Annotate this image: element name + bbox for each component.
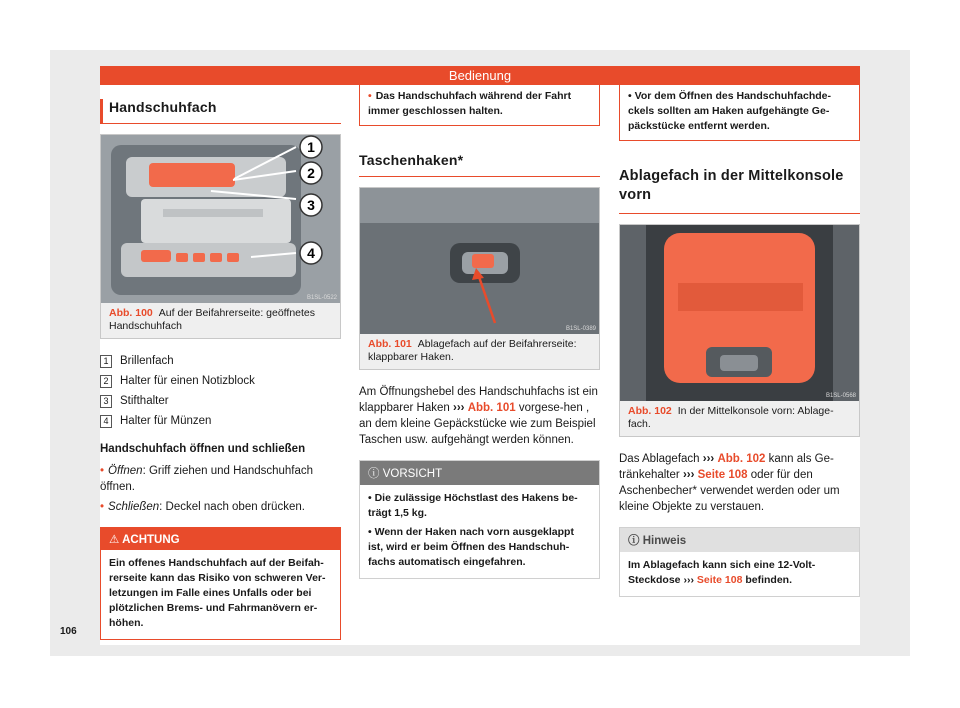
figure-102 — [619, 224, 860, 437]
figure-label: Abb. 101 — [368, 338, 412, 350]
image-code: B1SL-0568 — [825, 393, 856, 399]
continued-note: • Vor dem Öffnen des Handschuhfachde-ckels sollten am Haken aufgehängte Ge-päckstücke entfernt werden. — [619, 85, 860, 141]
console-photo — [620, 225, 859, 401]
caution-body — [360, 485, 599, 578]
list-item — [100, 411, 341, 431]
open-close-subheading: Handschuhfach öffnen und schließen — [100, 443, 306, 455]
section-banner: Bedienung — [100, 66, 860, 85]
figure-caption — [101, 303, 340, 338]
console-paragraph — [619, 451, 860, 515]
step-text: : Deckel nach oben drücken. — [159, 501, 305, 513]
list-item — [100, 371, 341, 391]
figure-link[interactable]: Abb. 101 — [467, 402, 516, 414]
legend-text: Stifthalter — [120, 395, 169, 407]
figure-caption-text: Auf der Beifahrerseite: geöffnetes Handschuhfach — [109, 307, 316, 332]
callout-1: 1 — [307, 139, 315, 155]
legend-text: Halter für Münzen — [120, 415, 212, 427]
legend-text: Halter für einen Notizblock — [120, 375, 255, 387]
hook-paragraph — [359, 384, 600, 448]
column-1 — [100, 99, 341, 640]
figure-label: Abb. 100 — [109, 307, 153, 319]
hook-heading: Taschenhaken* — [359, 152, 600, 177]
figure-label: Abb. 102 — [628, 405, 672, 417]
paragraph-text: vorgese-hen , an dem kleine Gepäckstücke wie zum Beispiel Taschen usw. aufgehängt werden können. — [359, 402, 596, 446]
paragraph-text: oder für den Aschenbecher* verwendet werden oder um kleine Objekte zu verstauen. — [619, 469, 840, 513]
column-3 — [619, 85, 860, 597]
callout-4: 4 — [307, 245, 315, 261]
warning-text: Ein offenes Handschuhfach auf der Beifah-rerseite kann das Risiko von schweren Ver-letzungen im Falle eines Unfalls oder bei plötzlichen Brems- und Fahrmanövern er-höhen. — [109, 557, 326, 629]
figure-link[interactable]: Abb. 102 — [717, 453, 766, 465]
caution-item: Wenn der Haken nach vorn ausgeklappt ist, wird er beim Öffnen des Handschuh-fachs automatisch eingefahren. — [368, 526, 574, 568]
step-term: Schließen — [108, 501, 160, 513]
hint-text: Im Ablagefach kann sich eine 12-Volt-Steckdose — [628, 559, 816, 586]
list-item — [100, 351, 341, 371]
hint-body — [620, 552, 859, 596]
warning-header — [101, 528, 340, 550]
figure-100 — [100, 134, 341, 339]
warning-box — [100, 527, 341, 640]
legend-number: 3 — [100, 395, 112, 408]
legend-number: 2 — [100, 375, 112, 388]
warning-icon: ⚠ — [109, 534, 123, 546]
figure-101 — [359, 187, 600, 370]
callout-2: 2 — [307, 165, 315, 181]
ref-arrow: ››› — [683, 574, 694, 586]
info-icon: ⓘ — [628, 535, 643, 547]
page-content — [100, 85, 860, 645]
ref-arrow: ››› — [452, 402, 465, 414]
step-text: : Griff ziehen und Handschuhfach öffnen. — [100, 465, 314, 493]
continued-note-text: Vor dem Öffnen des Handschuhfachde-ckels sollten am Haken aufgehängte Ge-päckstücke entfernt werden. — [628, 90, 832, 132]
caution-title: VORSICHT — [382, 468, 443, 480]
ref-arrow: ››› — [682, 469, 695, 481]
continued-warning-text: Das Handschuhfach während der Fahrt immer geschlossen halten. — [368, 90, 572, 117]
glovebox-illustration — [101, 135, 340, 303]
list-item: • Wenn der Haken nach vorn ausgeklappt ist, wird er beim Öffnen des Handschuh-fachs automatisch eingefahren. — [368, 526, 574, 568]
continued-warning: • Das Handschuhfach während der Fahrt immer geschlossen halten. — [359, 85, 600, 126]
page-link[interactable]: Seite 108 — [697, 469, 748, 481]
paragraph-text: Das Ablagefach — [619, 453, 700, 465]
image-code: B1SL-0522 — [306, 295, 337, 301]
legend-number: 1 — [100, 355, 112, 368]
console-illustration — [620, 225, 859, 401]
warning-title: ACHTUNG — [122, 534, 180, 546]
list-item: • Die zulässige Höchstlast des Hakens be-trägt 1,5 kg. — [368, 492, 578, 519]
caution-header — [360, 461, 599, 485]
legend-number: 4 — [100, 415, 112, 428]
step-open: • Öffnen: Griff ziehen und Handschuhfach öffnen. — [100, 465, 314, 493]
column-2 — [359, 85, 600, 579]
callout-3: 3 — [307, 197, 315, 213]
hint-text: befinden. — [745, 574, 793, 586]
paragraph-text: kann als Ge-tränkehalter — [619, 453, 834, 481]
step-close: • Schließen: Deckel nach oben drücken. — [100, 501, 305, 513]
figure-caption-text: Ablagefach auf der Beifahrerseite: klappbarer Haken. — [368, 338, 577, 363]
glovebox-photo — [101, 135, 340, 303]
console-heading: Ablagefach in der Mittelkonsole vorn — [619, 167, 860, 214]
list-item — [100, 391, 341, 411]
info-circle-icon: ⓘ — [368, 468, 383, 480]
page-number: 106 — [60, 626, 77, 637]
step-term: Öffnen — [108, 465, 143, 477]
figure-caption-text: In der Mittelkonsole vorn: Ablage-fach. — [628, 405, 834, 430]
legend-text: Brillenfach — [120, 355, 174, 367]
legend-list — [100, 351, 341, 431]
hook-illustration — [360, 188, 599, 334]
hint-title: Hinweis — [642, 535, 687, 547]
figure-caption — [360, 334, 599, 369]
page-link[interactable]: Seite 108 — [696, 574, 743, 586]
paragraph-text: Am Öffnungshebel des Handschuhfachs ist ein klappbarer Haken — [359, 386, 598, 414]
glovebox-heading: Handschuhfach — [100, 99, 341, 124]
caution-box — [359, 460, 600, 579]
ref-arrow: ››› — [702, 453, 715, 465]
hook-photo — [360, 188, 599, 334]
hint-box — [619, 527, 860, 597]
image-code: B1SL-0389 — [565, 326, 596, 332]
caution-item: Die zulässige Höchstlast des Hakens be-trägt 1,5 kg. — [368, 492, 578, 519]
hint-header — [620, 528, 859, 552]
figure-caption — [620, 401, 859, 436]
